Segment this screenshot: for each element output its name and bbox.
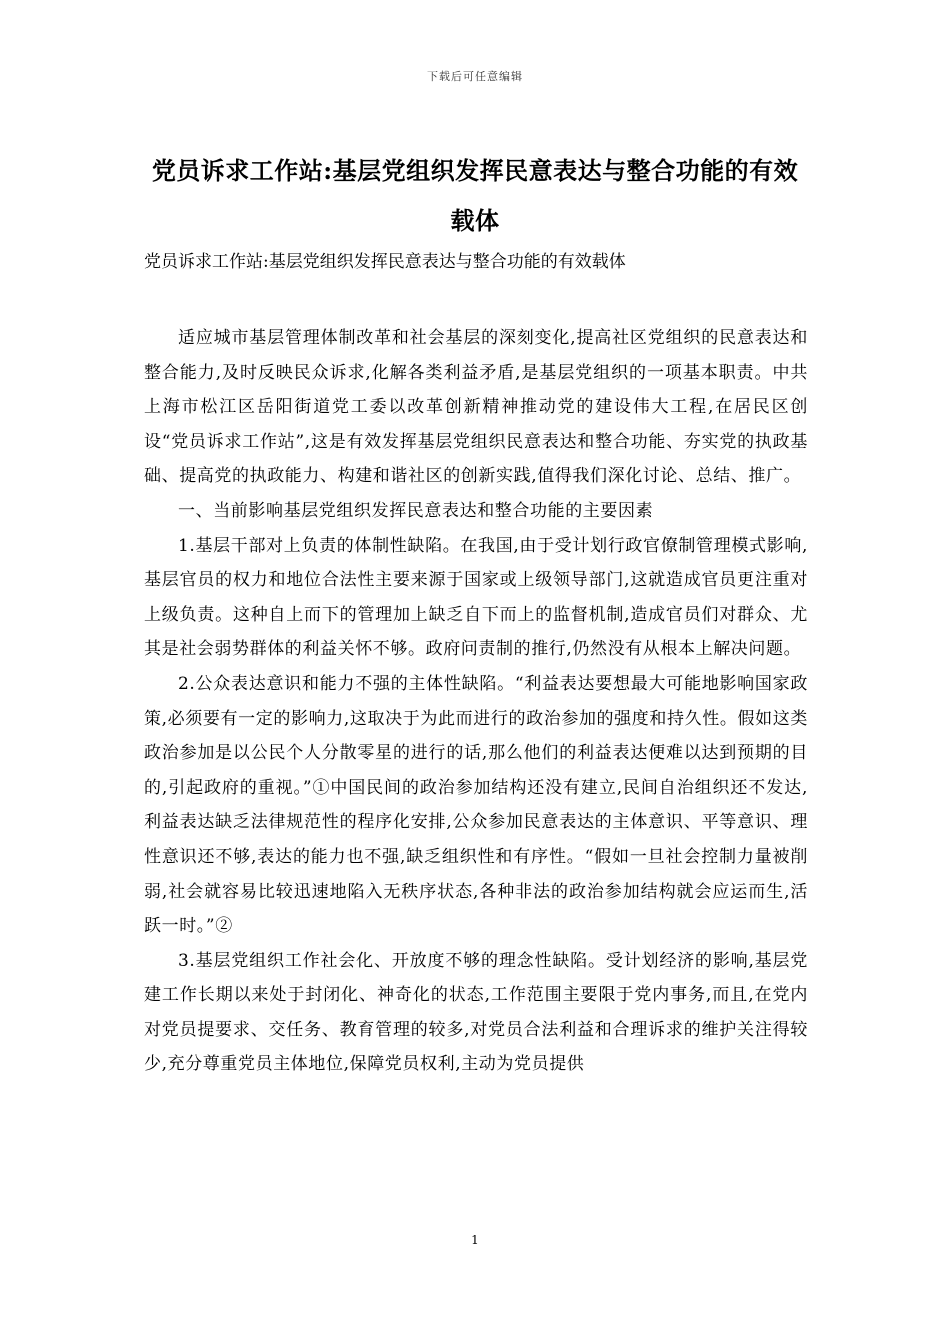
page-number: 1 (471, 1233, 479, 1247)
document-body (144, 321, 808, 1082)
section-heading: 一、当前影响基层党组织发挥民意表达和整合功能的主要因素 (178, 500, 654, 521)
document-subtitle: 党员诉求工作站:基层党组织发挥民意表达与整合功能的有效载体 (144, 252, 626, 272)
paragraph-point-3: 3.基层党组织工作社会化、开放度不够的理念性缺陷。受计划经济的影响,基层党建工作长期以来处于封闭化、神奇化的状态,工作范围主要限于党内事务,而且,在党内对党员提要求、交任务、教育管理的较多,对党员合法利益和合理诉求的维护关注得较少,充分尊重党员主体地位,保障党员权利,主动为党员提供 (144, 950, 808, 1075)
paragraph-intro: 适应城市基层管理体制改革和社会基层的深刻变化,提高社区党组织的民意表达和整合能力,及时反映民众诉求,化解各类利益矛盾,是基层党组织的一项基本职责。中共上海市松江区岳阳街道党工委以改革创新精神推动党的建设伟大工程,在居民区创设“党员诉求工作站”,这是有效发挥基层党组织民意表达和整合功能、夯实党的执政基础、提高党的执政能力、构建和谐社区的创新实践,值得我们深化讨论、总结、推广。 (144, 328, 808, 487)
document-title: 党员诉求工作站:基层党组织发挥民意表达与整合功能的有效载体 (151, 156, 799, 235)
paragraph-point-1: 1.基层干部对上负责的体制性缺陷。在我国,由于受计划行政官僚制管理模式影响,基层官员的权力和地位合法性主要来源于国家或上级领导部门,这就造成官员更注重对上级负责。这种自上而下的管理加上缺乏自下而上的监督机制,造成官员们对群众、尤其是社会弱势群体的利益关怀不够。政府问责制的推行,仍然没有从根本上解决问题。 (144, 535, 808, 660)
header-note: 下载后可任意编辑 (427, 70, 523, 83)
paragraph-point-2: 2.公众表达意识和能力不强的主体性缺陷。“利益表达要想最大可能地影响国家政策,必须要有一定的影响力,这取决于为此而进行的政治参加的强度和持久性。假如这类政治参加是以公民个人分散零星的进行的话,那么他们的利益表达便难以达到预期的目的,引起政府的重视。”①中国民间的政治参加结构还没有建立,民间自治组织还不发达,利益表达缺乏法律规范性的程序化安排,公众参加民意表达的主体意识、平等意识、理性意识还不够,表达的能力也不强,缺乏组织性和有序性。“假如一旦社会控制力量被削弱,社会就容易比较迅速地陷入无秩序状态,各种非法的政治参加结构就会应运而生,活跃一时。”② (144, 673, 808, 937)
